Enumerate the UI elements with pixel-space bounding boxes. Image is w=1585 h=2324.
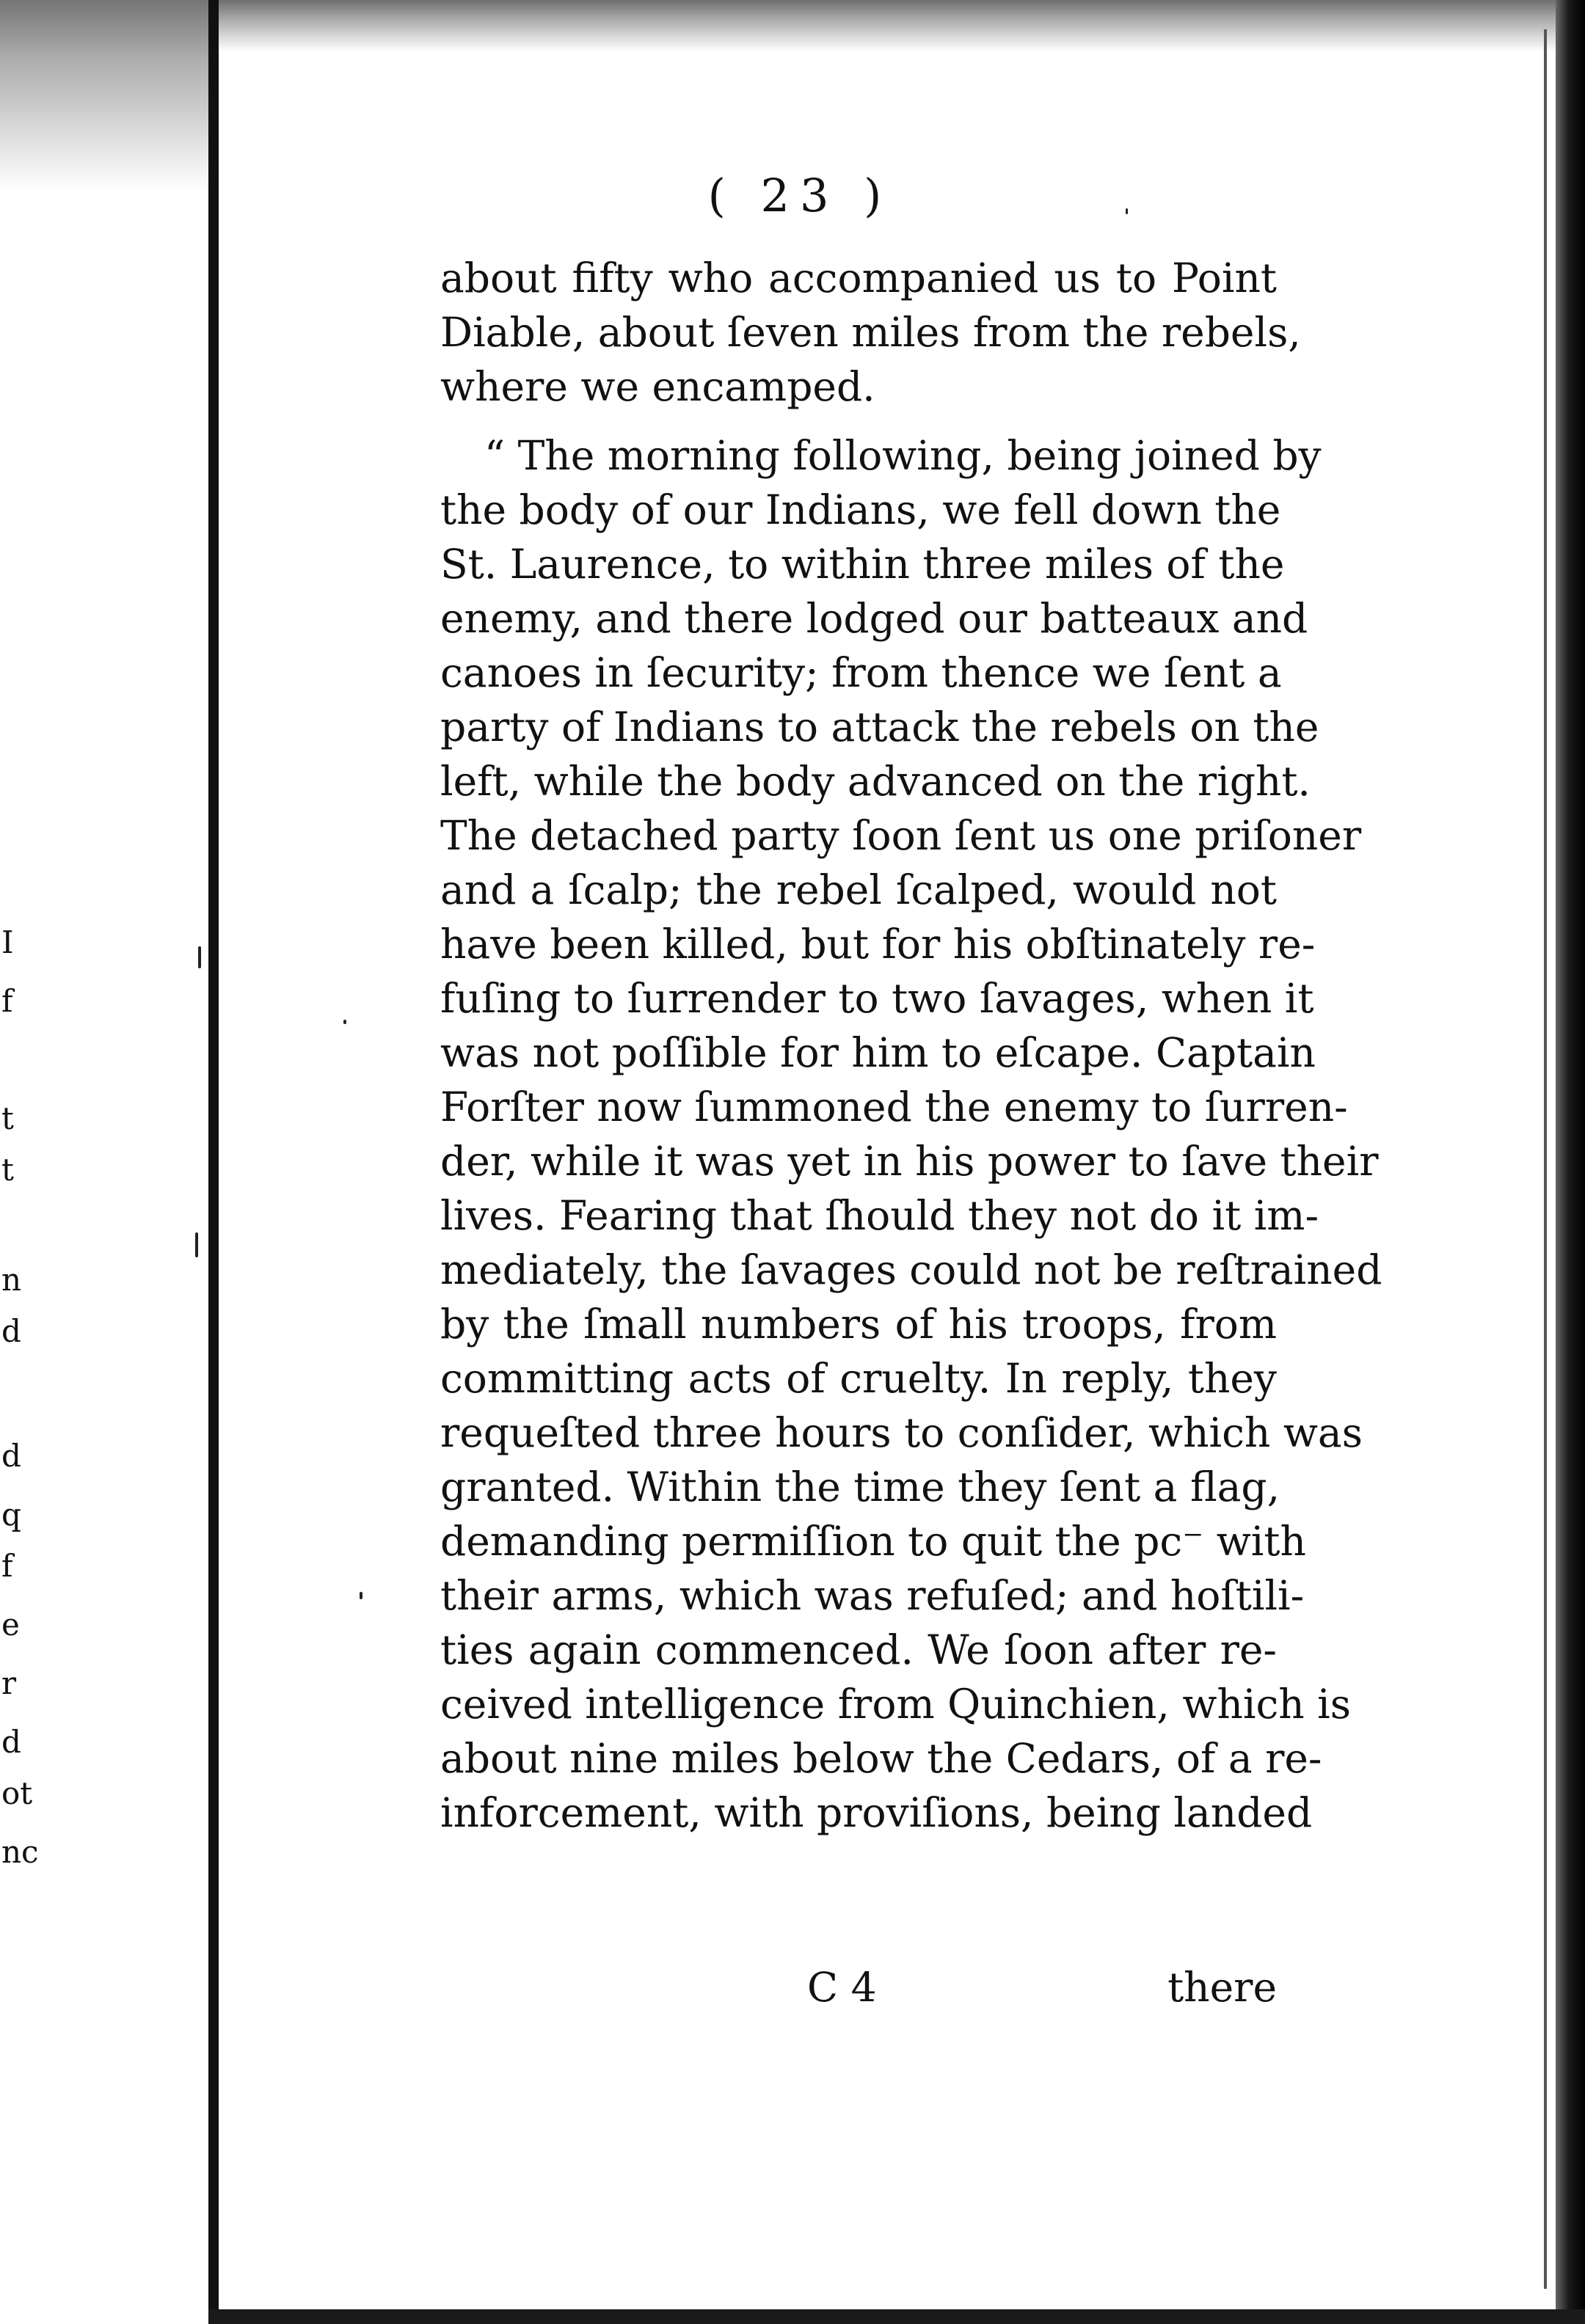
margin-fragment: I — [1, 924, 14, 960]
page-number: ( 23 ) — [707, 169, 892, 222]
margin-fragment: nc — [1, 1834, 39, 1870]
scan-speck — [360, 1592, 362, 1599]
margin-fragment: d — [1, 1724, 21, 1760]
margin-fragment: d — [1, 1313, 21, 1349]
margin-fragment: r — [1, 1665, 17, 1701]
margin-fragment: t — [1, 1100, 14, 1136]
text-line: requeſted three hours to conſider, which was — [440, 1409, 1363, 1456]
text-line: and a ſcalp; the rebel ſcalped, would not — [440, 866, 1277, 913]
catchword: there — [1167, 1964, 1277, 2011]
text-line: Forſter now ſummoned the enemy to ſurren- — [440, 1084, 1348, 1130]
text-line: where we encamped. — [440, 363, 875, 410]
text-line: the body of our Indians, we fell down the — [440, 486, 1281, 533]
book-gutter — [208, 0, 219, 2324]
margin-fragment: ot — [1, 1775, 33, 1811]
text-line: by the ſmall numbers of his troops, from — [440, 1301, 1277, 1348]
adjacent-page-fragments — [0, 0, 44, 2324]
margin-fragment: e — [1, 1607, 20, 1642]
text-line: have been killed, but for his obſtinately re- — [440, 921, 1316, 968]
margin-fragment: n — [1, 1262, 22, 1298]
page-edge-line — [1544, 29, 1547, 2289]
text-line: “ The morning following, being joined by — [484, 432, 1322, 479]
scan-right-border — [1556, 0, 1585, 2324]
text-line: about fifty who accompanied us to Point — [440, 255, 1277, 302]
text-line: about nine miles below the Cedars, of a re- — [440, 1735, 1322, 1782]
text-line: enemy, and there lodged our batteaux and — [440, 595, 1308, 642]
text-line: mediately, the ſavages could not be reſtrained — [440, 1246, 1382, 1293]
margin-fragment: f — [1, 1548, 13, 1584]
scan-speck — [198, 946, 201, 968]
page-footer — [440, 1960, 1277, 2014]
text-line: der, while it was yet in his power to ſave their — [440, 1138, 1379, 1185]
margin-fragment: q — [1, 1497, 21, 1532]
margin-fragment: d — [1, 1438, 21, 1474]
text-line: lives. Fearing that ſhould they not do it im- — [440, 1192, 1319, 1239]
text-line: St. Laurence, to within three miles of the — [440, 541, 1285, 588]
text-line: canoes in ſecurity; from thence we ſent a — [440, 649, 1282, 696]
text-line: inforcement, with proviſions, being landed — [440, 1789, 1313, 1836]
text-line: The detached party ſoon ſent us one priſoner — [440, 812, 1362, 859]
scan-speck — [195, 1232, 198, 1257]
top-shadow — [219, 0, 1585, 51]
text-line: granted. Within the time they ſent a flag, — [440, 1464, 1280, 1510]
text-line: left, while the body advanced on the right. — [440, 758, 1311, 805]
text-line: fuſing to ſurrender to two ſavages, when it — [440, 975, 1314, 1022]
body-text — [440, 251, 1382, 1840]
margin-fragment: t — [1, 1152, 14, 1188]
signature-mark: C 4 — [807, 1964, 877, 2011]
adjacent-page-strip — [0, 0, 213, 2324]
scan-speck — [343, 1020, 346, 1024]
text-line: Diable, about ſeven miles from the rebels, — [440, 309, 1301, 356]
scan-bottom-border — [208, 2309, 1585, 2324]
text-line: committing acts of cruelty. In reply, they — [440, 1355, 1277, 1402]
text-line: demanding permiſſion to quit the pc⁻ with — [440, 1518, 1306, 1565]
text-line: ceived intelligence from Quinchien, which is — [440, 1681, 1351, 1728]
text-line: their arms, which was refuſed; and hoſtili- — [440, 1572, 1305, 1619]
margin-fragment: f — [1, 983, 13, 1019]
text-line: was not poſſible for him to eſcape. Captain — [440, 1029, 1316, 1076]
text-line: party of Indians to attack the rebels on the — [440, 704, 1319, 750]
text-line: ties again commenced. We ſoon after re- — [440, 1626, 1277, 1673]
